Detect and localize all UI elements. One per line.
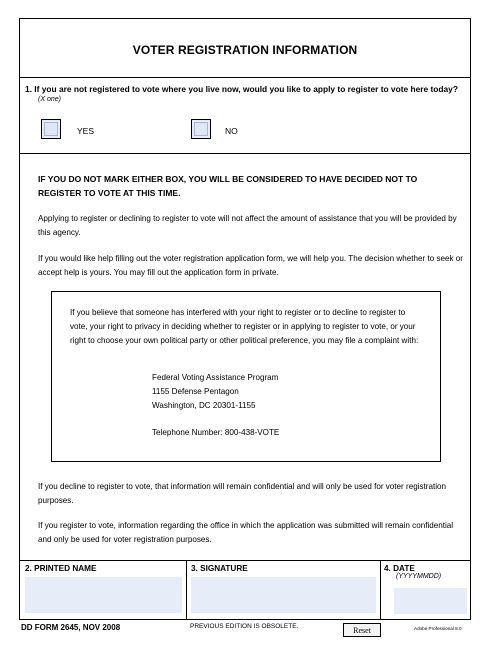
- complaint-box: [51, 291, 441, 462]
- form-number: DD FORM 2645, NOV 2008: [21, 623, 121, 632]
- question-1-text: 1. If you are not registered to vote where you live now, would you like to apply to register to vote here today?: [25, 84, 458, 94]
- yes-checkbox[interactable]: [41, 119, 61, 139]
- warning-text: IF YOU DO NOT MARK EITHER BOX, YOU WILL BE CONSIDERED TO HAVE DECIDED NOT TO REGISTER TO VOTE AT THIS TIME.: [38, 174, 418, 198]
- checkbox-fill: [44, 122, 58, 136]
- divider: [20, 77, 470, 78]
- divider: [20, 560, 470, 561]
- signature-field[interactable]: [191, 577, 376, 613]
- date-format-hint: (YYYYMMDD): [396, 573, 442, 580]
- address-line-2: 1155 Defense Pentagon: [152, 387, 239, 396]
- field-separator: [380, 560, 381, 620]
- software-note: Adobe Professional 8.0: [414, 626, 462, 631]
- reset-button[interactable]: Reset: [343, 623, 381, 637]
- edition-note: PREVIOUS EDITION IS OBSOLETE.: [190, 623, 299, 630]
- register-paragraph: If you register to vote, information regarding the office in which the application was submitted will remain confidential and only be used for voter registration purposes.: [38, 521, 454, 544]
- printed-name-label: 2. PRINTED NAME: [25, 564, 97, 573]
- voter-registration-form: [19, 18, 471, 620]
- no-label: NO: [225, 126, 238, 136]
- checkbox-fill: [194, 122, 208, 136]
- decline-paragraph: If you decline to register to vote, that information will remain confidential and will only be used for voter registration purposes.: [38, 482, 447, 505]
- printed-name-field[interactable]: [25, 577, 182, 613]
- signature-label: 3. SIGNATURE: [191, 564, 248, 573]
- telephone-number: Telephone Number: 800-438-VOTE: [152, 428, 280, 437]
- no-checkbox[interactable]: [191, 119, 211, 139]
- date-field[interactable]: [394, 588, 467, 614]
- help-paragraph: If you would like help filling out the voter registration application form, we will help you. The decision whether to seek or accept help is yours. You may fill out the application form in private.: [38, 254, 463, 277]
- yes-label: YES: [77, 126, 95, 136]
- address-line-3: Washington, DC 20301-1155: [152, 401, 256, 410]
- date-label: 4. DATE: [384, 564, 415, 573]
- divider: [20, 153, 470, 154]
- question-1-instruction: (X one): [38, 96, 61, 103]
- complaint-text: If you believe that someone has interfered with your right to register or to decline to register to vote, your right to privacy in deciding whether to register or in applying to register to vote, or your right to choose your own political party or other political preference, you may file a complaint with:: [70, 308, 419, 345]
- assistance-paragraph: Applying to register or declining to register to vote will not affect the amount of assistance that you will be provided by this agency.: [38, 214, 457, 237]
- form-title: VOTER REGISTRATION INFORMATION: [132, 43, 358, 57]
- address-line-1: Federal Voting Assistance Program: [152, 373, 279, 382]
- field-separator: [186, 560, 187, 620]
